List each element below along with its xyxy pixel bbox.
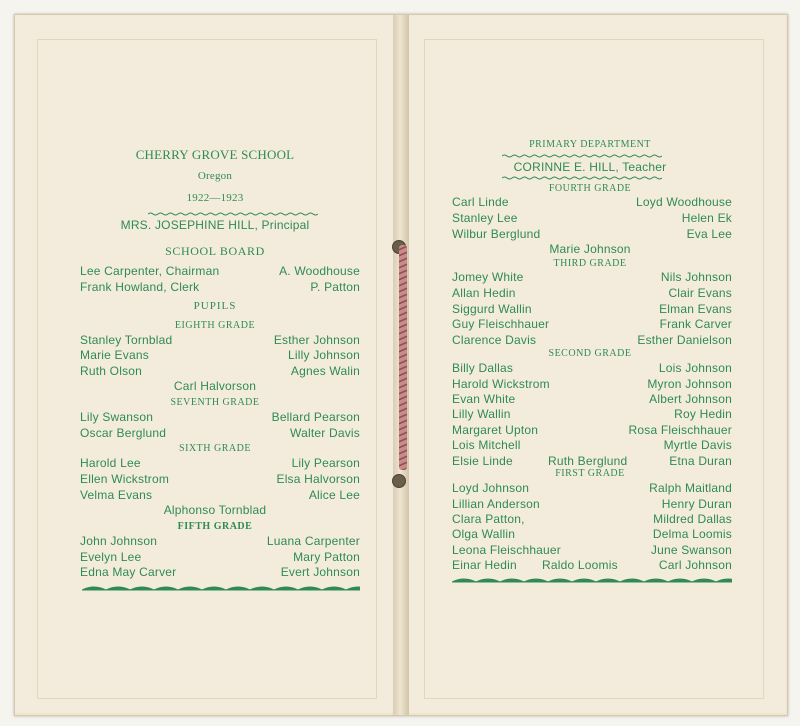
pupil-name: Delma Loomis (652, 527, 732, 541)
bottom-ornament-right (452, 574, 732, 584)
pupil-name: Esther Danielson (637, 333, 732, 347)
fifth-grade-heading: FIFTH GRADE (177, 521, 253, 532)
pupil-name: Ralph Maitland (649, 481, 732, 495)
pupil-name: Oscar Berglund (80, 426, 167, 440)
school-name: CHERRY GROVE SCHOOL (135, 147, 295, 162)
pupil-name: Carl Halvorson (173, 379, 257, 393)
pupil-name: Ruth Olson (80, 364, 143, 378)
teacher-line (470, 160, 710, 174)
pupil-name: Elsa Halvorson (276, 472, 360, 486)
board-member: Lee Carpenter, Chairman (80, 264, 220, 278)
pupil-name: Lily Pearson (291, 456, 360, 470)
pupil-name: Lily Swanson (80, 410, 154, 424)
teacher-underline-ornament (502, 152, 662, 160)
principal-title: Principal (261, 218, 310, 232)
pupil-name: Walter Davis (290, 426, 360, 440)
pupil-name: Guy Fleischhauer (452, 317, 550, 331)
pupil-name: Elman Evans (659, 302, 732, 316)
pupil-name: Harold Lee (80, 456, 141, 470)
pupil-name: Loyd Johnson (452, 481, 530, 495)
pupil-name: Mary Patton (293, 550, 360, 564)
pupil-name: Allan Hedin (452, 286, 516, 300)
pupil-name: Myrtle Davis (663, 438, 732, 452)
pupil-name: Alice Lee (308, 488, 360, 502)
binding-hole-bottom (392, 474, 406, 488)
department-heading: PRIMARY DEPARTMENT (529, 139, 651, 150)
pupil-name: Marie Johnson (549, 242, 631, 256)
pupil-name: Ruth Berglund (548, 454, 628, 468)
pupil-name: Einar Hedin (452, 558, 517, 572)
pupil-name: Stanley Tornblad (80, 333, 173, 347)
pupil-name: Myron Johnson (647, 377, 732, 391)
second-grade-heading: SECOND GRADE (548, 348, 632, 359)
board-member: Frank Howland, Clerk (80, 280, 200, 294)
pupil-name: Billy Dallas (452, 361, 514, 375)
first-grade-heading: FIRST GRADE (555, 468, 625, 479)
pupil-name: Evelyn Lee (80, 550, 142, 564)
pupil-name: Lois Mitchell (452, 438, 521, 452)
pupil-name: Wilbur Berglund (452, 227, 541, 241)
pupil-name: June Swanson (650, 543, 732, 557)
pupil-name: Clair Evans (668, 286, 732, 300)
pupil-name: Harold Wickstrom (452, 377, 550, 391)
pupil-name: Elsie Linde (452, 454, 513, 468)
pupil-name: Evan White (452, 392, 516, 406)
pupil-name: Roy Hedin (674, 407, 732, 421)
school-years: 1922—1923 (186, 192, 244, 204)
eighth-grade-heading: EIGHTH GRADE (174, 320, 256, 331)
teacher-underline-ornament (502, 175, 662, 181)
pupil-name: Lilly Johnson (288, 348, 360, 362)
pupil-name: Olga Wallin (452, 527, 516, 541)
teacher-title: Teacher (622, 160, 667, 174)
pupil-name: Marie Evans (80, 348, 149, 362)
pupil-name: Alphonso Tornblad (163, 503, 267, 517)
pupil-name: Eva Lee (686, 227, 732, 241)
principal-line (100, 218, 330, 232)
pupils-heading: PUPILS (193, 300, 237, 312)
sixth-grade-heading: SIXTH GRADE (179, 443, 251, 454)
state-name: Oregon (197, 170, 233, 182)
school-board-heading: SCHOOL BOARD (165, 244, 265, 258)
pupil-name: Clara Patton, (452, 512, 525, 526)
pupil-name: John Johnson (80, 534, 158, 548)
pupil-name: Etna Duran (669, 454, 732, 468)
pupil-name: Carl Linde (452, 195, 509, 209)
pupil-name: Bellard Pearson (271, 410, 360, 424)
teacher-name: CORINNE E. HILL, (513, 160, 619, 174)
pupil-name: Albert Johnson (649, 392, 732, 406)
pupil-name: Henry Duran (661, 497, 732, 511)
pupil-name: Margaret Upton (452, 423, 539, 437)
pupil-name: Raldo Loomis (542, 558, 618, 572)
pupil-name: Nils Johnson (660, 270, 732, 284)
board-member: A. Woodhouse (279, 264, 360, 278)
pupil-name: Rosa Fleischhauer (628, 423, 732, 437)
pupil-name: Esther Johnson (273, 333, 360, 347)
pupil-name: Loyd Woodhouse (636, 195, 732, 209)
pupil-name: Agnes Walin (290, 364, 360, 378)
principal-name: MRS. JOSEPHINE HILL, (120, 218, 258, 232)
pupil-name: Leona Fleischhauer (452, 543, 562, 557)
pupil-name: Siggurd Wallin (452, 302, 532, 316)
pupil-name: Helen Ek (681, 211, 732, 225)
pupil-name: Lillian Anderson (452, 497, 540, 511)
binding-cord (396, 245, 410, 470)
pupil-name: Velma Evans (80, 488, 153, 502)
pupil-name: Carl Johnson (658, 558, 732, 572)
principal-underline-ornament (148, 210, 318, 218)
pupil-name: Jomey White (452, 270, 524, 284)
pupil-name: Clarence Davis (452, 333, 537, 347)
pupil-name: Mildred Dallas (653, 512, 732, 526)
seventh-grade-heading: SEVENTH GRADE (170, 397, 260, 408)
bottom-ornament-left (82, 582, 360, 592)
pupil-name: Ellen Wickstrom (80, 472, 170, 486)
pupil-name: Edna May Carver (80, 565, 177, 579)
pupil-name: Frank Carver (659, 317, 732, 331)
fourth-grade-heading: FOURTH GRADE (548, 183, 632, 194)
board-member: P. Patton (310, 280, 360, 294)
third-grade-heading: THIRD GRADE (553, 258, 627, 269)
pupil-name: Stanley Lee (452, 211, 518, 225)
pupil-name: Evert Johnson (280, 565, 360, 579)
pupil-name: Lilly Wallin (452, 407, 511, 421)
pupil-name: Luana Carpenter (266, 534, 360, 548)
pupil-name: Lois Johnson (658, 361, 732, 375)
